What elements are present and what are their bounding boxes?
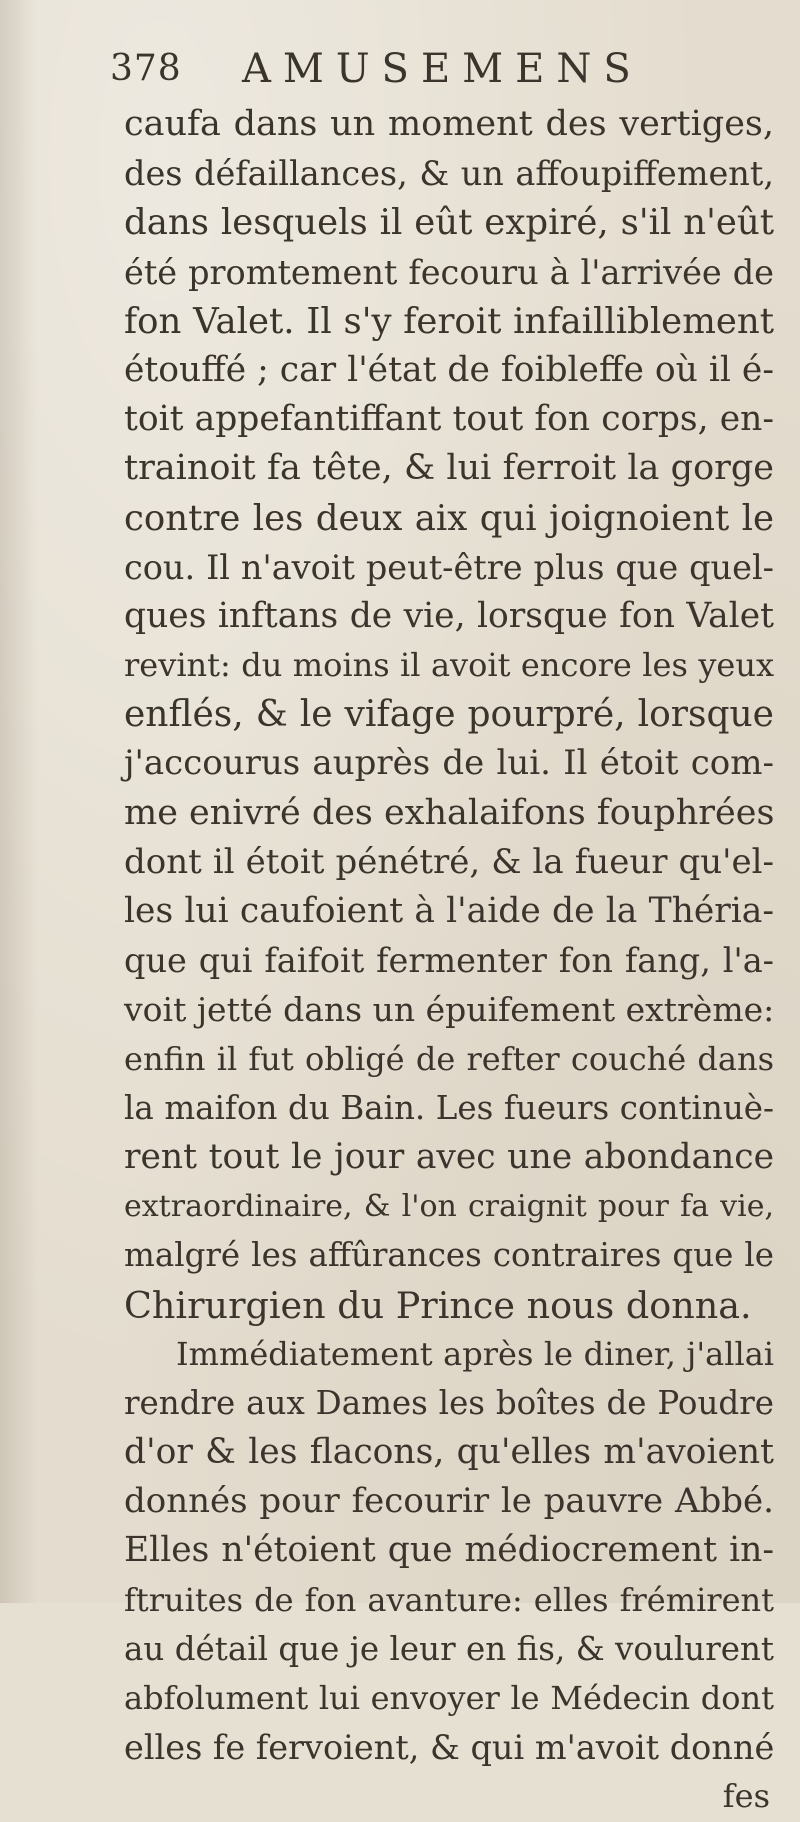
text-line: étouffé ; car l'état de foibleffe où il é- xyxy=(124,349,774,390)
text-line: j'accourus auprès de lui. Il étoit com- xyxy=(124,743,774,784)
body-text xyxy=(124,100,774,1822)
text-line: que qui faifoit fermenter fon fang, l'a- xyxy=(124,941,774,981)
text-line: des défaillances, & un affoupiffement, xyxy=(124,154,774,194)
text-line: voit jetté dans un épuifement extrème: xyxy=(124,990,775,1030)
text-line: elles fe fervoient, & qui m'avoit donné xyxy=(124,1728,775,1768)
catchword: fes xyxy=(722,1777,770,1816)
text-line: contre les deux aix qui joignoient le xyxy=(124,497,774,539)
text-line: la maifon du Bain. Les fueurs continuè- xyxy=(124,1088,774,1127)
text-line: extraordinaire, & l'on craignit pour fa vie, xyxy=(124,1189,774,1225)
text-line-paragraph-start: Immédiatement après le diner, j'allai xyxy=(176,1334,774,1373)
text-line: rendre aux Dames les boîtes de Poudre xyxy=(124,1383,774,1422)
page-number: 378 xyxy=(110,48,182,89)
text-line: ftruites de fon avanture: elles frémirent xyxy=(124,1580,774,1619)
text-line: donnés pour fecourir le pauvre Abbé. xyxy=(124,1481,774,1522)
text-line: caufa dans un moment des vertiges, xyxy=(124,104,774,144)
page-gutter-shadow xyxy=(0,0,38,1603)
text-line: me enivré des exhalaifons fouphrées xyxy=(124,792,775,833)
running-title: AMUSEMENS xyxy=(242,46,643,92)
text-line: au détail que je leur en fis, & voulurent xyxy=(124,1629,774,1668)
text-line: trainoit fa tête, & lui ferroit la gorge xyxy=(124,448,774,489)
text-line: dans lesquels il eût expiré, s'il n'eût xyxy=(124,202,774,244)
text-line: les lui caufoient à l'aide de la Théria- xyxy=(124,891,774,931)
text-line: enfin il fut obligé de refter couché dans xyxy=(124,1039,774,1078)
catchword-row xyxy=(124,1772,774,1821)
text-line: Elles n'étoient que médiocrement in- xyxy=(124,1530,774,1571)
text-line: toit appefantiffant tout fon corps, en- xyxy=(124,399,774,440)
text-line: d'or & les flacons, qu'elles m'avoient xyxy=(124,1432,774,1473)
running-head xyxy=(110,44,730,94)
text-line: rent tout le jour avec une abondance xyxy=(124,1136,774,1177)
text-line: malgré les affûrances contraires que le xyxy=(124,1236,774,1275)
text-line: cou. Il n'avoit peut-être plus que quel- xyxy=(124,547,774,587)
text-line: revint: du moins il avoit encore les yeux xyxy=(124,646,774,685)
text-line: abfolument lui envoyer le Médecin dont xyxy=(124,1679,774,1717)
text-line: enflés, & le vifage pourpré, lorsque xyxy=(124,694,774,736)
text-line-paragraph-end: Chirurgien du Prince nous donna. xyxy=(124,1283,752,1327)
text-line: été promtement fecouru à l'arrivée de xyxy=(124,252,774,292)
text-line: fon Valet. Il s'y feroit infailliblement xyxy=(124,300,774,342)
text-line: ques inftans de vie, lorsque fon Valet xyxy=(124,595,774,636)
text-line: dont il étoit pénétré, & la fueur qu'el- xyxy=(124,841,774,882)
